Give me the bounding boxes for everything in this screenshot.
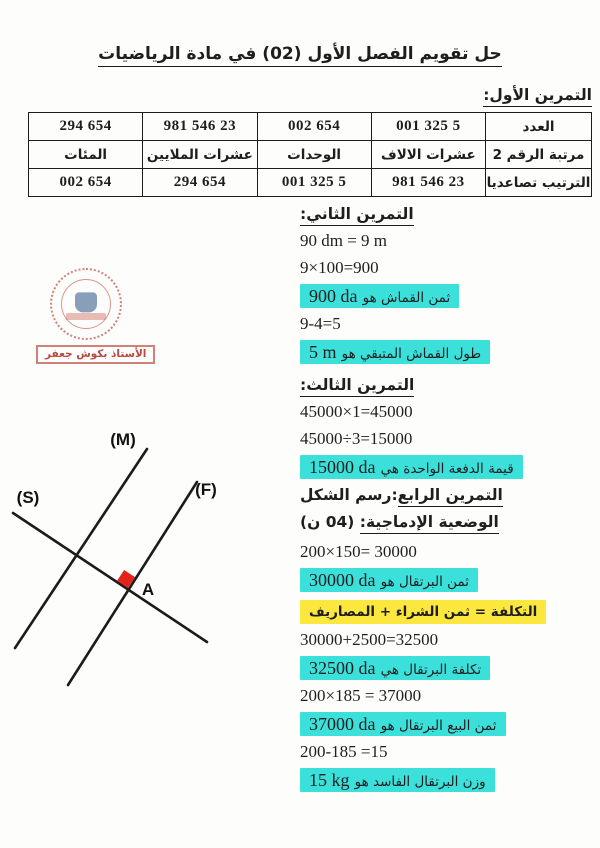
- exercise2-heading: التمرين الثاني:: [300, 203, 414, 225]
- table-row-number: [29, 113, 592, 141]
- answer-highlight: تكلفة البرتقال هي 32500 da: [300, 656, 490, 680]
- table-cell: 23 546 981: [143, 113, 257, 141]
- table-cell: 654 002: [29, 169, 143, 197]
- equation: 9-4=5: [300, 314, 341, 333]
- label-line-s: (S): [16, 488, 40, 507]
- row-header-place: مرتبة الرقم 2: [486, 141, 592, 169]
- equation: 45000×1=45000: [300, 402, 413, 421]
- cost-rule-highlight: التكلفة = ثمن الشراء + المصاريف: [300, 600, 546, 624]
- equation: 30000+2500=32500: [300, 630, 439, 649]
- line-f: [68, 482, 197, 685]
- table-cell: 5 325 001: [257, 169, 371, 197]
- stamp-circle-icon: [50, 268, 122, 340]
- row-header-number: العدد: [486, 113, 592, 141]
- label-line-f: (F): [195, 480, 217, 499]
- table-cell: 654 294: [29, 113, 143, 141]
- label-line-m: (M): [110, 430, 136, 449]
- integrative-situation-heading: الوضعية الإدماجية: (04 ن): [300, 511, 499, 533]
- line-m: [15, 449, 147, 648]
- exercise4-heading: التمرين الرابع:رسم الشكل: [300, 484, 503, 506]
- answer-highlight: ثمن البيع البرتقال هو 37000 da: [300, 712, 506, 736]
- table-row-order: [29, 169, 592, 197]
- table-cell: 654 002: [257, 113, 371, 141]
- table-cell: عشرات الملايين: [143, 141, 257, 169]
- row-header-order: الترتيب تصاعديا: [486, 169, 592, 197]
- line-s: [13, 513, 207, 642]
- equation: 200-185 =15: [300, 742, 388, 761]
- page-title: [0, 44, 600, 64]
- stamp-emblem-icon: [75, 292, 97, 312]
- table-cell: 23 546 981: [371, 169, 485, 197]
- exercise1-heading: التمرين الأول:: [483, 86, 592, 104]
- table-cell: 654 294: [143, 169, 257, 197]
- stamp-owner-name: الأستاذ بكوش جعفر: [36, 345, 155, 364]
- equation: 45000÷3=15000: [300, 429, 413, 448]
- answer-highlight: ثمن القماش هو 900 da: [300, 284, 459, 308]
- page-title-text: حل تقويم الفصل الأول (02) في مادة الرياضيات: [98, 44, 502, 67]
- equation: 9×100=900: [300, 258, 379, 277]
- table-cell: المئات: [29, 141, 143, 169]
- teacher-stamp: [36, 268, 147, 364]
- answer-highlight: ثمن البرتقال هو 30000 da: [300, 568, 478, 592]
- table-cell: عشرات الالاف: [371, 141, 485, 169]
- equation: 200×150= 30000: [300, 542, 417, 561]
- answer-highlight: وزن البرتقال الفاسد هو 15 kg: [300, 768, 495, 792]
- equation: 200×185 = 37000: [300, 686, 422, 705]
- table-row-place: [29, 141, 592, 169]
- exercise3-heading: التمرين الثالث:: [300, 374, 414, 396]
- table-cell: الوحدات: [257, 141, 371, 169]
- answer-highlight: طول القماش المتبقي هو 5 m: [300, 340, 490, 364]
- label-point-a: A: [141, 580, 155, 599]
- solution-column: [300, 203, 593, 797]
- place-value-table: [28, 112, 592, 197]
- table-cell: 5 325 001: [371, 113, 485, 141]
- equation: 90 dm = 9 m: [300, 231, 388, 250]
- stamp-band: [66, 313, 106, 320]
- answer-highlight: قيمة الدفعة الواحدة هي 15000 da: [300, 455, 523, 479]
- geometry-figure: [0, 415, 330, 725]
